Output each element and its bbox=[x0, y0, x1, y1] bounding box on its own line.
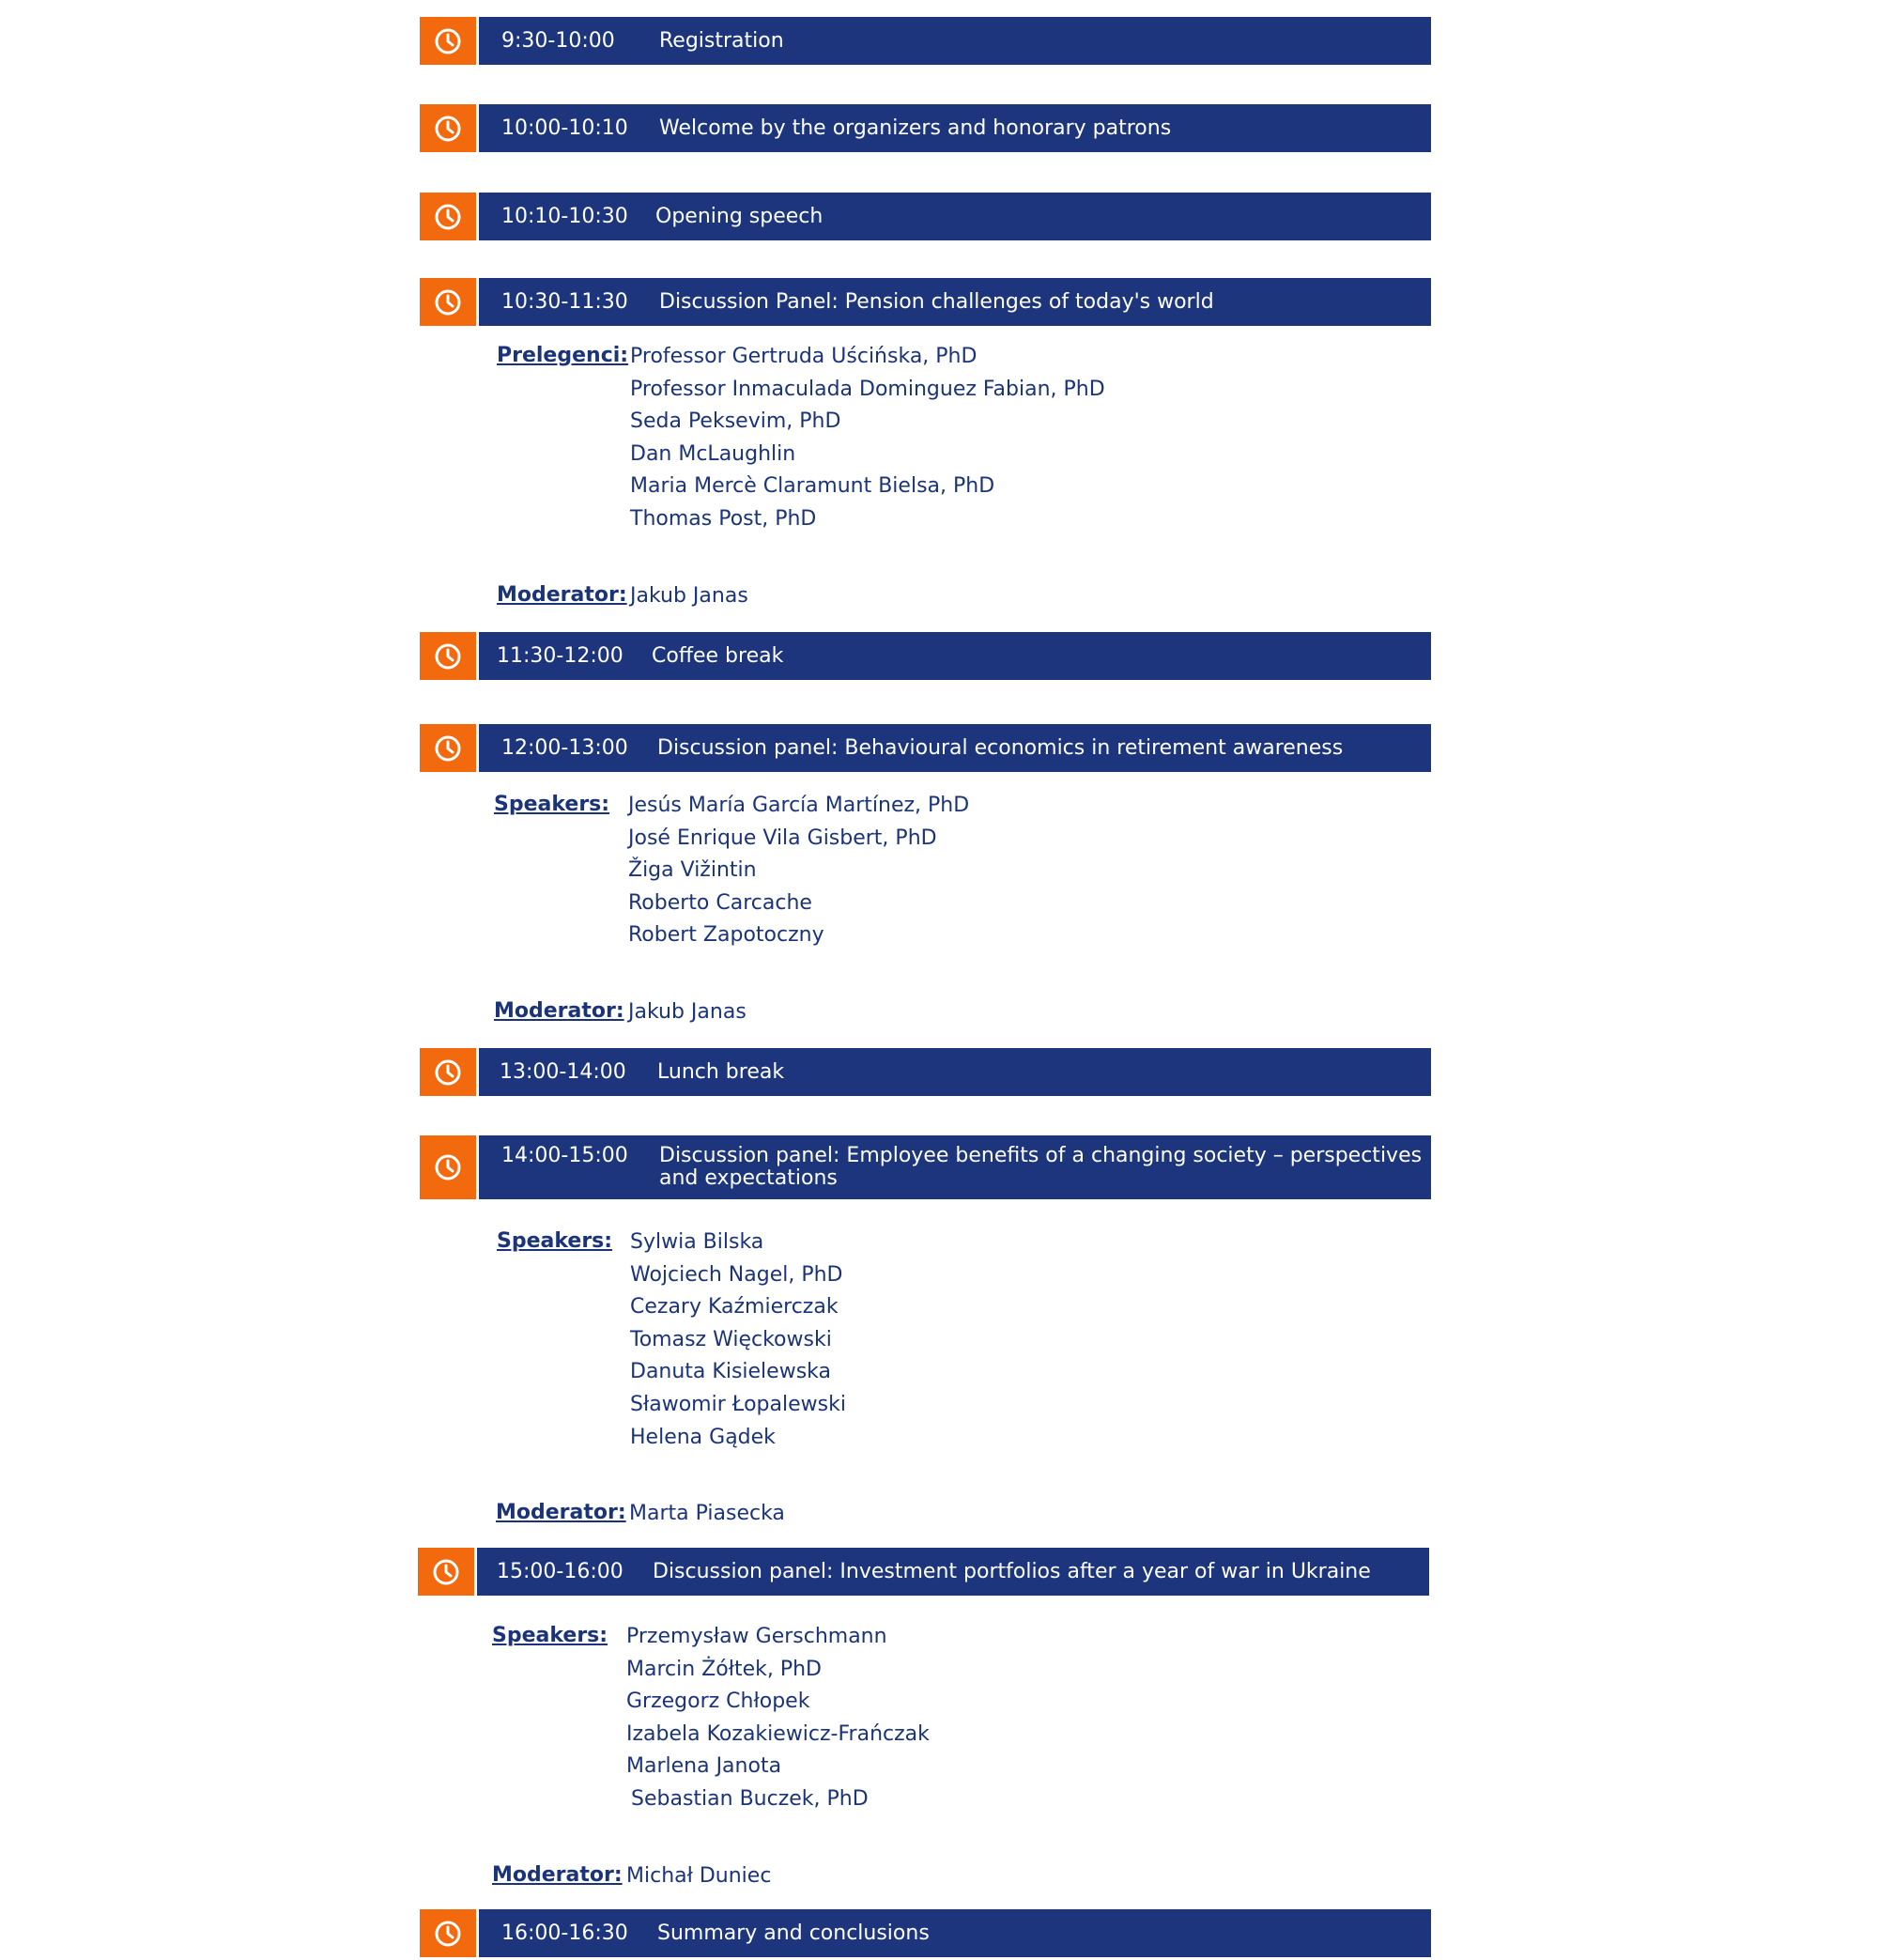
agenda-bar bbox=[420, 278, 1431, 326]
agenda-bar bbox=[420, 632, 1431, 680]
speakers-list bbox=[630, 1227, 846, 1454]
agenda-time: 15:00-16:00 bbox=[497, 1560, 623, 1583]
speaker-name: Danuta Kisielewska bbox=[630, 1360, 831, 1384]
moderator-name: Michał Duniec bbox=[626, 1864, 772, 1888]
speaker-name: Przemysław Gerschmann bbox=[626, 1625, 887, 1648]
agenda-bar bbox=[420, 104, 1431, 152]
agenda-time: 10:10-10:30 bbox=[501, 205, 628, 228]
speaker-name: Professor Gertruda Uścińska, PhD bbox=[630, 345, 977, 368]
speakers-label: Prelegenci: bbox=[497, 344, 629, 367]
speaker-name: Maria Mercè Claramunt Bielsa, PhD bbox=[630, 474, 995, 499]
moderator-name: Marta Piasecka bbox=[629, 1502, 785, 1525]
clock-icon bbox=[431, 1557, 461, 1587]
clock-icon bbox=[433, 26, 463, 56]
clock-icon bbox=[433, 202, 463, 232]
agenda-title: Discussion panel: Employee benefits of a changing society – perspectives and expectations bbox=[659, 1144, 1423, 1190]
clock-icon bbox=[433, 1919, 463, 1949]
moderator-label: Moderator: bbox=[497, 583, 627, 607]
speaker-name: Wojciech Nagel, PhD bbox=[630, 1262, 843, 1287]
clock-icon bbox=[433, 114, 463, 144]
speaker-name: Izabela Kozakiewicz-Frańczak bbox=[626, 1721, 930, 1746]
speaker-name: Marcin Żółtek, PhD bbox=[626, 1657, 822, 1681]
speaker-name: José Enrique Vila Gisbert, PhD bbox=[628, 826, 937, 850]
agenda-time: 13:00-14:00 bbox=[500, 1060, 626, 1084]
agenda-time: 12:00-13:00 bbox=[501, 736, 628, 760]
agenda-time: 10:00-10:10 bbox=[501, 116, 628, 140]
agenda-bar bbox=[420, 193, 1431, 240]
speaker-name: Grzegorz Chłopek bbox=[626, 1690, 810, 1714]
agenda-time: 10:30-11:30 bbox=[501, 290, 628, 314]
speaker-name: Seda Peksevim, PhD bbox=[630, 409, 841, 434]
agenda-title: Welcome by the organizers and honorary patrons bbox=[659, 116, 1172, 140]
speakers-label: Speakers: bbox=[497, 1229, 613, 1253]
speakers-list bbox=[630, 341, 1105, 536]
speakers-list bbox=[628, 790, 969, 952]
agenda-title: Registration bbox=[659, 29, 784, 53]
speaker-name: Helena Gądek bbox=[630, 1425, 776, 1449]
moderator-name: Jakub Janas bbox=[630, 584, 748, 608]
agenda-title: Lunch break bbox=[657, 1060, 785, 1084]
clock-icon bbox=[433, 1057, 463, 1088]
speaker-name: Professor Inmaculada Dominguez Fabian, PhD bbox=[630, 377, 1105, 401]
clock-icon bbox=[433, 1152, 463, 1182]
speaker-name: Žiga Vižintin bbox=[628, 858, 757, 883]
agenda-bar bbox=[420, 1135, 1431, 1199]
moderator-name: Jakub Janas bbox=[628, 1000, 747, 1024]
speaker-name: Cezary Kaźmierczak bbox=[630, 1295, 839, 1320]
agenda-bar bbox=[420, 17, 1431, 65]
speakers-label: Speakers: bbox=[494, 793, 610, 816]
speaker-name: Marlena Janota bbox=[626, 1754, 782, 1779]
speaker-name: Sebastian Buczek, PhD bbox=[631, 1786, 869, 1811]
agenda-title: Coffee break bbox=[652, 644, 784, 668]
speaker-name: Tomasz Więckowski bbox=[630, 1327, 832, 1351]
speakers-list bbox=[626, 1621, 930, 1816]
moderator-label: Moderator: bbox=[494, 999, 624, 1023]
speaker-name: Sławomir Łopalewski bbox=[630, 1392, 846, 1416]
agenda-title: Discussion panel: Investment portfolios after a year of war in Ukraine bbox=[653, 1560, 1371, 1583]
agenda-title: Opening speech bbox=[655, 205, 824, 228]
speaker-name: Roberto Carcache bbox=[628, 890, 812, 915]
clock-icon bbox=[433, 287, 463, 317]
agenda-bar bbox=[420, 1909, 1431, 1957]
agenda-time: 11:30-12:00 bbox=[497, 644, 623, 668]
speaker-name: Sylwia Bilska bbox=[630, 1230, 764, 1254]
speakers-label: Speakers: bbox=[492, 1624, 608, 1647]
agenda-title: Discussion panel: Behavioural economics in retirement awareness bbox=[657, 736, 1344, 760]
speaker-name: Jesús María García Martínez, PhD bbox=[628, 794, 970, 817]
agenda-title: Discussion Panel: Pension challenges of today's world bbox=[659, 290, 1214, 314]
agenda-bar bbox=[420, 724, 1431, 772]
speaker-name: Dan McLaughlin bbox=[630, 441, 796, 466]
agenda-time: 9:30-10:00 bbox=[501, 29, 615, 53]
speaker-name: Thomas Post, PhD bbox=[630, 506, 817, 531]
moderator-label: Moderator: bbox=[496, 1501, 626, 1524]
moderator-label: Moderator: bbox=[492, 1863, 623, 1887]
agenda-time: 14:00-15:00 bbox=[501, 1144, 628, 1167]
clock-icon bbox=[433, 641, 463, 671]
agenda-title: Summary and conclusions bbox=[657, 1921, 930, 1945]
agenda-bar bbox=[418, 1548, 1429, 1596]
clock-icon bbox=[433, 733, 463, 764]
agenda-time: 16:00-16:30 bbox=[501, 1921, 628, 1945]
agenda-bar bbox=[420, 1048, 1431, 1096]
speaker-name: Robert Zapotoczny bbox=[628, 923, 824, 948]
